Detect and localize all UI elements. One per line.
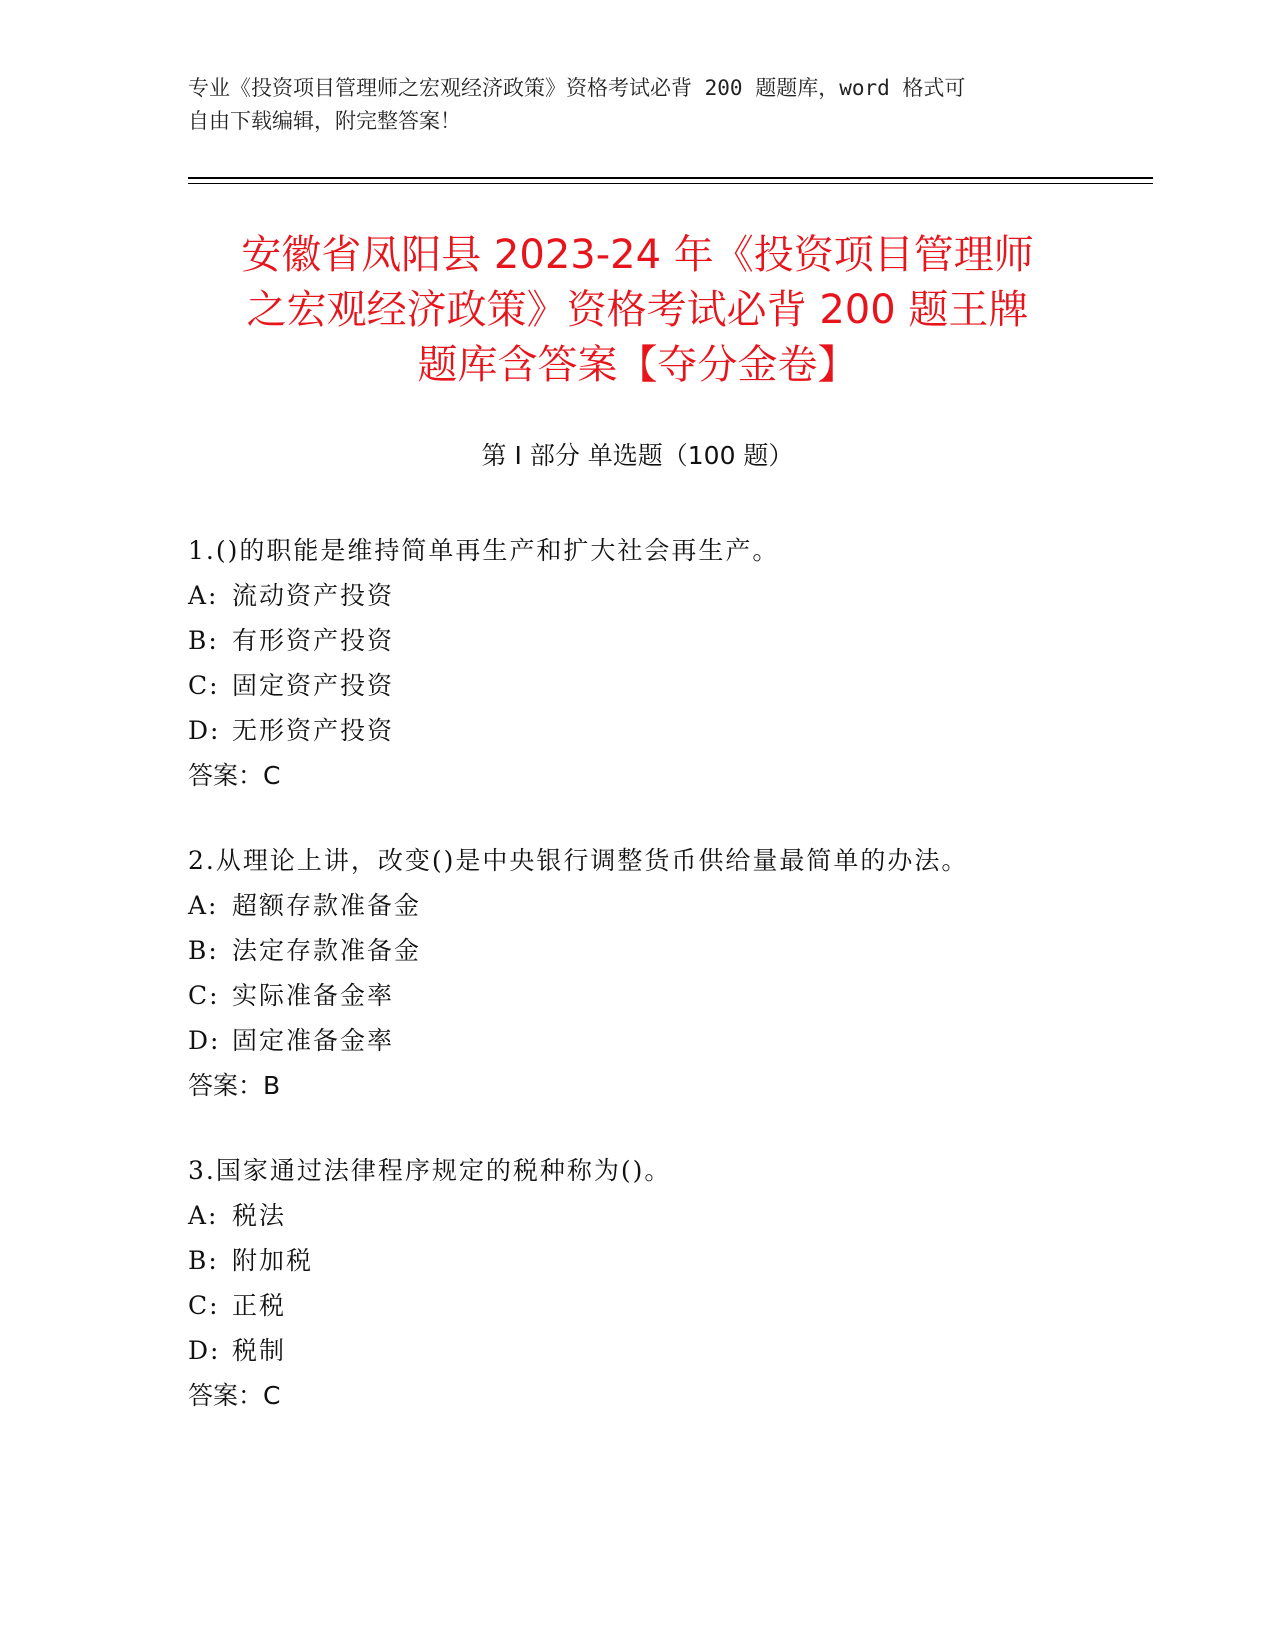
document-title-line-1: 安徽省凤阳县 2023-24 年《投资项目管理师 [241,232,1034,278]
header-divider-thick [188,177,1153,179]
option-key: C: [188,981,220,1010]
question-item [188,1148,1108,1418]
option-a [188,1193,1108,1238]
header-note-line-1: 专业《投资项目管理师之宏观经济政策》资格考试必背 200 题题库，word 格式可 [188,76,966,100]
option-key: B: [188,936,219,965]
answer-line: 答案：C [188,761,281,790]
option-key: C: [188,671,220,700]
option-text: 附加税 [232,1246,314,1275]
question-item [188,838,1108,1108]
option-c [188,973,1108,1018]
option-a [188,573,1108,618]
option-d [188,1328,1108,1373]
option-key: A: [188,581,219,610]
question-stem: 3.国家通过法律程序规定的税种称为()。 [188,1156,672,1185]
option-text: 税法 [232,1201,287,1230]
option-key: D: [188,716,221,745]
question-stem: 1.()的职能是维持简单再生产和扩大社会再生产。 [188,536,780,565]
option-c [188,663,1108,708]
option-key: D: [188,1336,221,1365]
option-key: C: [188,1291,220,1320]
option-text: 正税 [232,1291,287,1320]
document-title-line-3: 题库含答案【夺分金卷】 [417,342,858,388]
option-key: A: [188,891,219,920]
option-text: 实际准备金率 [232,981,395,1010]
question-item [188,528,1108,798]
header-divider-thin [188,183,1153,184]
option-text: 税制 [232,1336,287,1365]
document-title-line-2: 之宏观经济政策》资格考试必背 200 题王牌 [246,287,1029,333]
option-key: D: [188,1026,221,1055]
option-c [188,1283,1108,1328]
option-key: B: [188,1246,219,1275]
option-key: A: [188,1201,219,1230]
header-note-line-2: 自由下载编辑，附完整答案！ [188,109,461,133]
option-d [188,708,1108,753]
option-text: 固定准备金率 [232,1026,395,1055]
option-text: 无形资产投资 [232,716,395,745]
section-heading: 第 I 部分 单选题（100 题） [481,441,794,470]
option-text: 固定资产投资 [232,671,395,700]
option-text: 有形资产投资 [232,626,395,655]
document-title [160,228,1115,393]
answer-line: 答案：C [188,1381,281,1410]
option-text: 法定存款准备金 [232,936,422,965]
header-note [188,72,1068,138]
question-stem: 2.从理论上讲，改变()是中央银行调整货币供给量最简单的办法。 [188,846,969,875]
option-b [188,928,1108,973]
option-key: B: [188,626,219,655]
option-b [188,618,1108,663]
option-b [188,1238,1108,1283]
option-text: 超额存款准备金 [232,891,422,920]
question-list [188,528,1108,1458]
option-text: 流动资产投资 [232,581,395,610]
option-a [188,883,1108,928]
option-d [188,1018,1108,1063]
answer-line: 答案：B [188,1071,281,1100]
